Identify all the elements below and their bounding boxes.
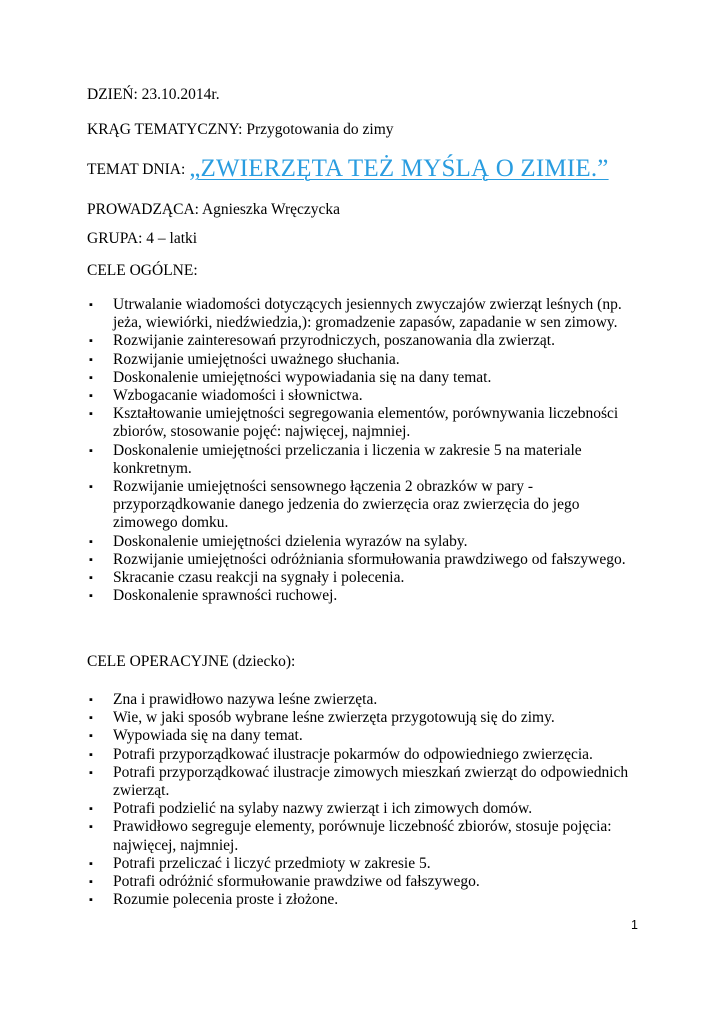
bullet-icon: ▪: [89, 299, 93, 311]
list-item: ▪ Zna i prawidłowo nazywa leśne zwierzęta.: [89, 691, 378, 708]
bullet-icon: ▪: [89, 371, 93, 384]
general-goals-heading: CELE OGÓLNE:: [87, 262, 198, 279]
list-item: ▪ Doskonalenie umiejętności dzielenia wyrazów na sylaby.: [89, 532, 468, 550]
bullet-icon: ▪: [89, 535, 93, 548]
bullet-icon: ▪: [89, 335, 93, 348]
operational-goals-heading: CELE OPERACYJNE (dziecko):: [87, 653, 296, 670]
list-item: ▪ Doskonalenie sprawności ruchowej.: [89, 587, 338, 605]
bullet-icon: ▪: [89, 876, 93, 889]
list-item: ▪ Wzbogacanie wiadomości i słownictwa.: [89, 387, 363, 405]
leader-line: PROWADZĄCA: Agnieszka Wręczycka: [87, 201, 341, 218]
list-item: ▪ Potrafi przeliczać i liczyć przedmioty w zakresie 5.: [89, 854, 431, 872]
bullet-icon: ▪: [89, 894, 93, 907]
list-item: ▪ Rozumie polecenia proste i złożone.: [89, 891, 339, 909]
list-item: ▪ Rozwijanie umiejętności sensownego łączenia 2 obrazków w pary - przyporządkowanie danego jedzenia do zwierzęcia oraz zwierzęcia do jego zimowego domku.: [89, 478, 580, 532]
bullet-icon: ▪: [89, 748, 93, 761]
general-goals-list: [87, 296, 647, 605]
page-number: 1: [631, 918, 638, 932]
bullet-icon: ▪: [89, 766, 93, 779]
list-item: ▪ Kształtowanie umiejętności segregowania elementów, porównywania liczebności zbiorów, stosowanie pojęć: najwięcej, najmniej.: [89, 405, 619, 441]
topic-line: [87, 155, 609, 182]
theme-line: KRĄG TEMATYCZNY: Przygotowania do zimy: [87, 121, 394, 138]
list-item: ▪ Utrwalanie wiadomości dotyczących jesiennych zwyczajów zwierząt leśnych (np. jeża, wiewiórki, niedźwiedzia,): gromadzenie zapasów, zapadanie w sen zimowy.: [89, 296, 622, 332]
bullet-icon: ▪: [89, 572, 93, 585]
list-item: ▪ Potrafi odróżnić sformułowanie prawdziwe od fałszywego.: [89, 873, 480, 891]
bullet-icon: ▪: [89, 353, 93, 366]
topic-title: „ZWIERZĘTA TEŻ MYŚLĄ O ZIMIE.”: [189, 155, 609, 182]
list-item: ▪ Potrafi przyporządkować ilustracje zimowych mieszkań zwierząt do odpowiednich zwierząt.: [89, 763, 629, 800]
bullet-icon: ▪: [89, 390, 93, 403]
list-item: ▪ Doskonalenie umiejętności przeliczania i liczenia w zakresie 5 na materiale konkretnym.: [89, 441, 582, 477]
bullet-icon: ▪: [89, 730, 93, 743]
bullet-icon: ▪: [89, 444, 93, 457]
bullet-icon: ▪: [89, 408, 93, 421]
list-item: ▪ Rozwijanie umiejętności odróżniania sformułowania prawdziwego od fałszywego.: [89, 550, 626, 568]
bullet-icon: ▪: [89, 553, 93, 566]
list-item: ▪ Prawidłowo segreguje elementy, porównuje liczebność zbiorów, stosuje pojęcia: najwięcej, najmniej.: [89, 818, 612, 854]
group-line: GRUPA: 4 – latki: [87, 230, 198, 247]
list-item: ▪ Potrafi przyporządkować ilustracje pokarmów do odpowiedniego zwierzęcia.: [89, 745, 593, 763]
bullet-icon: ▪: [89, 694, 93, 706]
topic-prefix: TEMAT DNIA:: [87, 161, 190, 178]
operational-goals-list: [87, 691, 647, 909]
list-item: ▪ Skracanie czasu reakcji na sygnały i polecenia.: [89, 569, 405, 587]
list-item: ▪ Doskonalenie umiejętności wypowiadania się na dany temat.: [89, 368, 492, 386]
bullet-icon: ▪: [89, 712, 93, 725]
list-item: ▪ Wypowiada się na dany temat.: [89, 727, 303, 745]
bullet-icon: ▪: [89, 857, 93, 870]
list-item: ▪ Wie, w jaki sposób wybrane leśne zwierzęta przygotowują się do zimy.: [89, 709, 555, 727]
bullet-icon: ▪: [89, 590, 93, 603]
bullet-icon: ▪: [89, 803, 93, 816]
list-item: ▪ Rozwijanie zainteresowań przyrodniczych, poszanowania dla zwierząt.: [89, 332, 555, 350]
list-item: ▪ Rozwijanie umiejętności uważnego słuchania.: [89, 350, 400, 368]
list-item: ▪ Potrafi podzielić na sylaby nazwy zwierząt i ich zimowych domów.: [89, 800, 533, 818]
day-line: DZIEŃ: 23.10.2014r.: [87, 86, 220, 103]
bullet-icon: ▪: [89, 481, 93, 494]
bullet-icon: ▪: [89, 821, 93, 834]
